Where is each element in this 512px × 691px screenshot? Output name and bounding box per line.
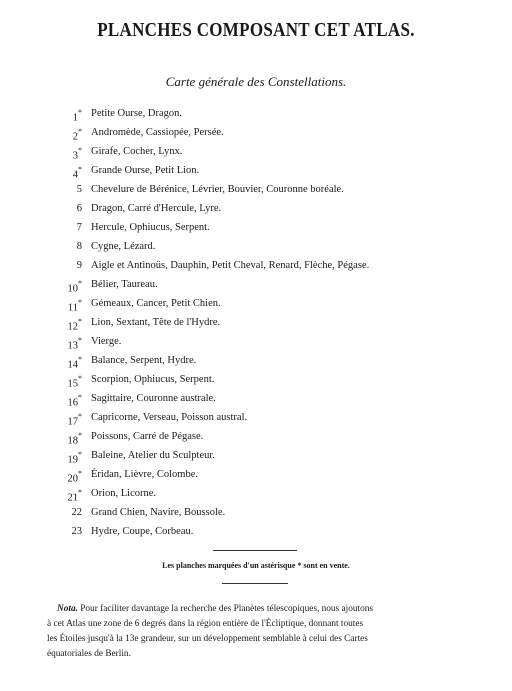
asterisk-mark: *: [78, 165, 82, 174]
page-title: PLANCHES COMPOSANT CET ATLAS.: [97, 18, 415, 41]
plate-name: Girafe, Cocher, Lynx.: [91, 146, 183, 157]
asterisk-mark: *: [78, 393, 82, 402]
plate-number: 20*: [67, 469, 82, 485]
plate-number: 18*: [67, 431, 82, 447]
plate-number: 4*: [72, 165, 82, 181]
asterisk-mark: *: [78, 317, 82, 326]
plate-item: [48, 313, 488, 332]
plate-name: Vierge.: [91, 336, 122, 347]
plate-item: [48, 294, 488, 313]
plate-number: 23: [71, 526, 82, 537]
nota-paragraph: [47, 602, 467, 662]
asterisk-mark: *: [78, 469, 82, 478]
plate-name: Lion, Sextant, Tête de l'Hydre.: [91, 317, 221, 328]
plate-item: [48, 370, 488, 389]
plate-number: 14*: [67, 355, 82, 371]
plate-number: 10*: [67, 279, 82, 295]
plate-name: Sagittaire, Couronne australe.: [91, 393, 216, 404]
plate-number: 7: [76, 222, 82, 233]
plate-item: [48, 503, 488, 522]
plate-item: [48, 408, 488, 427]
asterisk-mark: *: [78, 412, 82, 421]
plate-item: [48, 218, 488, 237]
plate-number: 6: [76, 203, 82, 214]
nota-line-4: équatoriales de Berlin.: [47, 649, 131, 659]
plate-item: [48, 104, 488, 123]
plate-item: [48, 142, 488, 161]
plate-name: Dragon, Carré d'Hercule, Lyre.: [91, 203, 222, 214]
plate-number: 17*: [67, 412, 82, 428]
plate-number: 19*: [67, 450, 82, 466]
asterisk-mark: *: [78, 127, 82, 136]
asterisk-mark: *: [78, 355, 82, 364]
plate-number: 16*: [67, 393, 82, 409]
plate-item: [48, 351, 488, 370]
asterisk-mark: *: [78, 298, 82, 307]
plate-number: 2*: [72, 127, 82, 143]
plate-item: [48, 256, 488, 275]
plate-number: 12*: [67, 317, 82, 333]
section-subtitle: Carte générale des Constellations.: [165, 74, 347, 89]
plate-item: [48, 123, 488, 142]
asterisk-mark: *: [78, 450, 82, 459]
plate-item: [48, 199, 488, 218]
plate-number: 1*: [72, 108, 82, 124]
plate-number: 13*: [67, 336, 82, 352]
plate-item: [48, 446, 488, 465]
plate-number: 21*: [67, 488, 82, 504]
plate-item: [48, 389, 488, 408]
plate-name: Gémeaux, Cancer, Petit Chien.: [91, 298, 221, 309]
plate-item: [48, 237, 488, 256]
nota-line-2: à cet Atlas une zone de 6 degrés dans la région entière de l'Écliptique, donnant toutes: [47, 619, 364, 629]
asterisk-mark: *: [78, 336, 82, 345]
asterisk-mark: *: [78, 488, 82, 497]
asterisk-mark: *: [78, 146, 82, 155]
plate-number: 3*: [72, 146, 82, 162]
plate-number: 8: [76, 241, 82, 252]
plate-name: Bélier, Taureau.: [91, 279, 158, 290]
asterisk-mark: *: [78, 279, 82, 288]
plate-name: Scorpion, Ophiucus, Serpent.: [91, 374, 215, 385]
plate-item: [48, 484, 488, 503]
plate-number: 5: [76, 184, 82, 195]
plate-number: 9: [76, 260, 82, 271]
asterisk-note: Les planches marquées d'un astérisque * sont en vente.: [162, 561, 350, 570]
plate-name: Grande Ourse, Petit Lion.: [91, 165, 200, 176]
plate-name: Hercule, Ophiucus, Serpent.: [91, 222, 210, 233]
asterisk-mark: *: [78, 108, 82, 117]
divider-bottom: [222, 583, 288, 584]
plate-item: [48, 275, 488, 294]
plate-number: 22: [71, 507, 82, 518]
plate-number: 11*: [67, 298, 82, 314]
plate-name: Petite Ourse, Dragon.: [91, 108, 182, 119]
plate-name: Hydre, Coupe, Corbeau.: [91, 526, 194, 537]
plate-name: Grand Chien, Navire, Boussole.: [91, 507, 226, 518]
plates-list: [48, 104, 488, 541]
plate-item: [48, 180, 488, 199]
plate-name: Éridan, Lièvre, Colombe.: [91, 469, 199, 480]
plate-item: [48, 522, 488, 541]
plate-name: Poissons, Carré de Pégase.: [91, 431, 204, 442]
nota-line-1: [47, 602, 467, 617]
divider-top: [213, 550, 297, 551]
plate-item: [48, 161, 488, 180]
nota-line-1-text: Pour faciliter davantage la recherche des Planètes télescopiques, nous ajoutons: [80, 604, 373, 614]
plate-name: Chevelure de Bérénice, Lévrier, Bouvier, Couronne boréale.: [91, 184, 344, 195]
plate-name: Baleine, Atelier du Sculpteur.: [91, 450, 215, 461]
plate-name: Orion, Licorne.: [91, 488, 157, 499]
asterisk-mark: *: [78, 431, 82, 440]
plate-item: [48, 465, 488, 484]
plate-name: Aigle et Antinoüs, Dauphin, Petit Cheval, Renard, Flèche, Pégase.: [91, 260, 370, 271]
plate-item: [48, 427, 488, 446]
plate-name: Cygne, Lézard.: [91, 241, 156, 252]
nota-lead: Nota.: [57, 604, 78, 614]
plate-name: Andromède, Cassiopée, Persée.: [91, 127, 224, 138]
nota-line-3: les Étoiles jusqu'à la 13e grandeur, sur un développement semblable à celui des Cartes: [47, 634, 368, 644]
asterisk-mark: *: [78, 374, 82, 383]
plate-name: Balance, Serpent, Hydre.: [91, 355, 197, 366]
plate-number: 15*: [67, 374, 82, 390]
plate-name: Capricorne, Verseau, Poisson austral.: [91, 412, 248, 423]
plate-item: [48, 332, 488, 351]
